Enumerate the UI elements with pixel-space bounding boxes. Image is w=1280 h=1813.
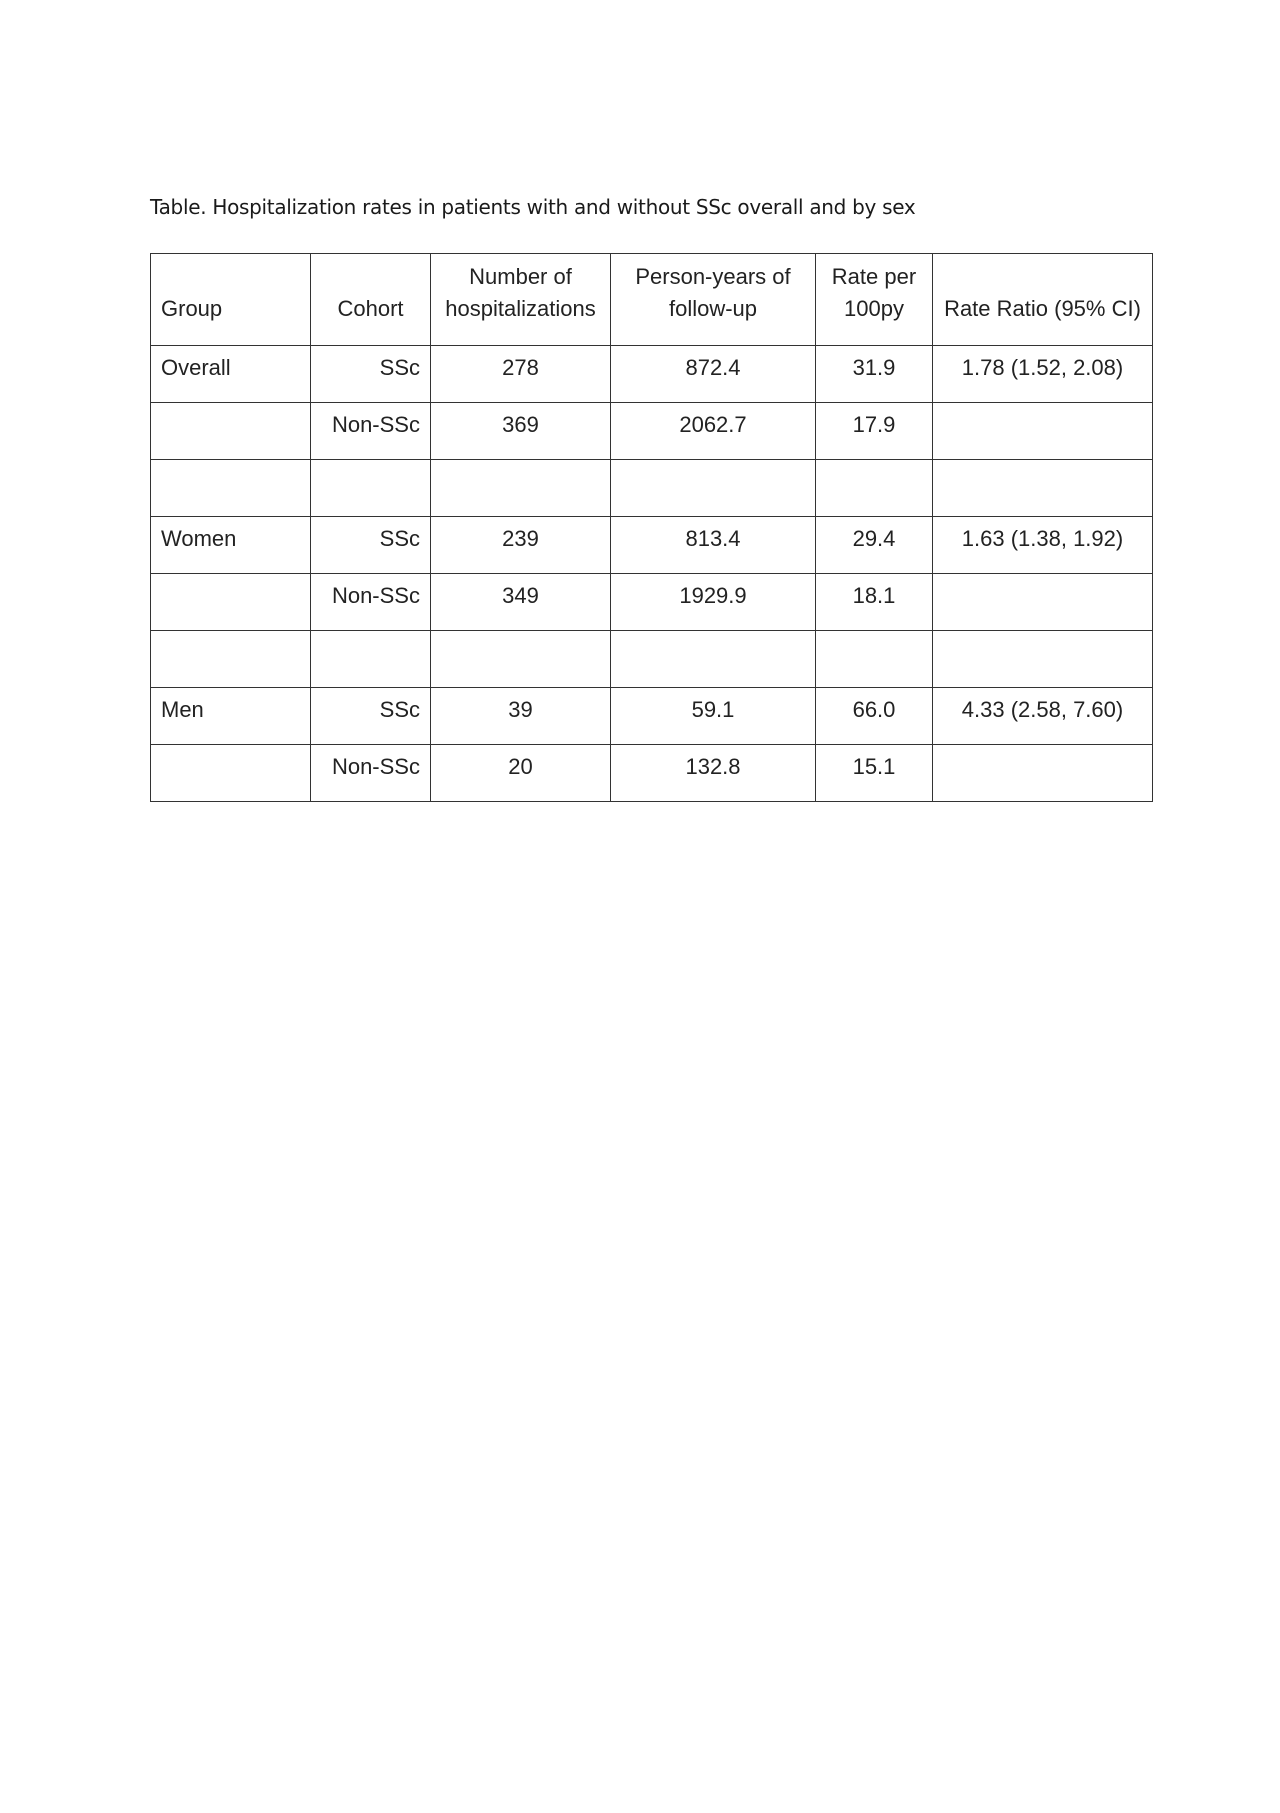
cell-cohort bbox=[311, 460, 431, 517]
cell-cohort: Non-SSc bbox=[311, 574, 431, 631]
cell-rate bbox=[816, 460, 933, 517]
cell-rate: 31.9 bbox=[816, 346, 933, 403]
cell-person-years: 2062.7 bbox=[611, 403, 816, 460]
cell-person-years: 813.4 bbox=[611, 517, 816, 574]
table-caption: Table. Hospitalization rates in patients with and without SSc overall and by sex bbox=[150, 195, 916, 219]
cell-rate-ratio bbox=[933, 460, 1153, 517]
cell-group bbox=[151, 574, 311, 631]
cell-rate-ratio bbox=[933, 631, 1153, 688]
cell-cohort: SSc bbox=[311, 346, 431, 403]
cell-group bbox=[151, 631, 311, 688]
cell-group: Women bbox=[151, 517, 311, 574]
header-rate: Rate per 100py bbox=[816, 254, 933, 346]
cell-hospitalizations: 278 bbox=[431, 346, 611, 403]
header-row bbox=[151, 254, 1153, 346]
table-row bbox=[151, 745, 1153, 802]
cell-group bbox=[151, 403, 311, 460]
cell-person-years bbox=[611, 631, 816, 688]
cell-hospitalizations bbox=[431, 460, 611, 517]
cell-hospitalizations: 20 bbox=[431, 745, 611, 802]
table-body bbox=[151, 346, 1153, 802]
table-row bbox=[151, 688, 1153, 745]
header-hospitalizations: Number of hospitalizations bbox=[431, 254, 611, 346]
cell-rate-ratio: 1.78 (1.52, 2.08) bbox=[933, 346, 1153, 403]
cell-rate-ratio: 4.33 (2.58, 7.60) bbox=[933, 688, 1153, 745]
hospitalization-table bbox=[150, 253, 1153, 802]
cell-hospitalizations: 349 bbox=[431, 574, 611, 631]
cell-rate-ratio bbox=[933, 574, 1153, 631]
cell-group bbox=[151, 460, 311, 517]
cell-group: Men bbox=[151, 688, 311, 745]
cell-rate: 17.9 bbox=[816, 403, 933, 460]
cell-rate-ratio bbox=[933, 745, 1153, 802]
cell-cohort bbox=[311, 631, 431, 688]
header-rate-ratio: Rate Ratio (95% CI) bbox=[933, 254, 1153, 346]
cell-group: Overall bbox=[151, 346, 311, 403]
cell-cohort: Non-SSc bbox=[311, 403, 431, 460]
table-row bbox=[151, 517, 1153, 574]
cell-hospitalizations: 369 bbox=[431, 403, 611, 460]
cell-person-years: 1929.9 bbox=[611, 574, 816, 631]
header-cohort: Cohort bbox=[311, 254, 431, 346]
cell-rate: 29.4 bbox=[816, 517, 933, 574]
table-row bbox=[151, 460, 1153, 517]
cell-cohort: Non-SSc bbox=[311, 745, 431, 802]
cell-person-years: 872.4 bbox=[611, 346, 816, 403]
cell-rate bbox=[816, 631, 933, 688]
cell-person-years: 132.8 bbox=[611, 745, 816, 802]
cell-hospitalizations: 239 bbox=[431, 517, 611, 574]
table-row bbox=[151, 346, 1153, 403]
cell-group bbox=[151, 745, 311, 802]
cell-hospitalizations: 39 bbox=[431, 688, 611, 745]
cell-rate: 18.1 bbox=[816, 574, 933, 631]
cell-person-years bbox=[611, 460, 816, 517]
table-row bbox=[151, 403, 1153, 460]
cell-cohort: SSc bbox=[311, 517, 431, 574]
cell-rate-ratio bbox=[933, 403, 1153, 460]
cell-rate-ratio: 1.63 (1.38, 1.92) bbox=[933, 517, 1153, 574]
cell-hospitalizations bbox=[431, 631, 611, 688]
table-row bbox=[151, 574, 1153, 631]
cell-rate: 66.0 bbox=[816, 688, 933, 745]
cell-rate: 15.1 bbox=[816, 745, 933, 802]
cell-cohort: SSc bbox=[311, 688, 431, 745]
header-person-years: Person-years of follow-up bbox=[611, 254, 816, 346]
header-group: Group bbox=[151, 254, 311, 346]
cell-person-years: 59.1 bbox=[611, 688, 816, 745]
table-row bbox=[151, 631, 1153, 688]
